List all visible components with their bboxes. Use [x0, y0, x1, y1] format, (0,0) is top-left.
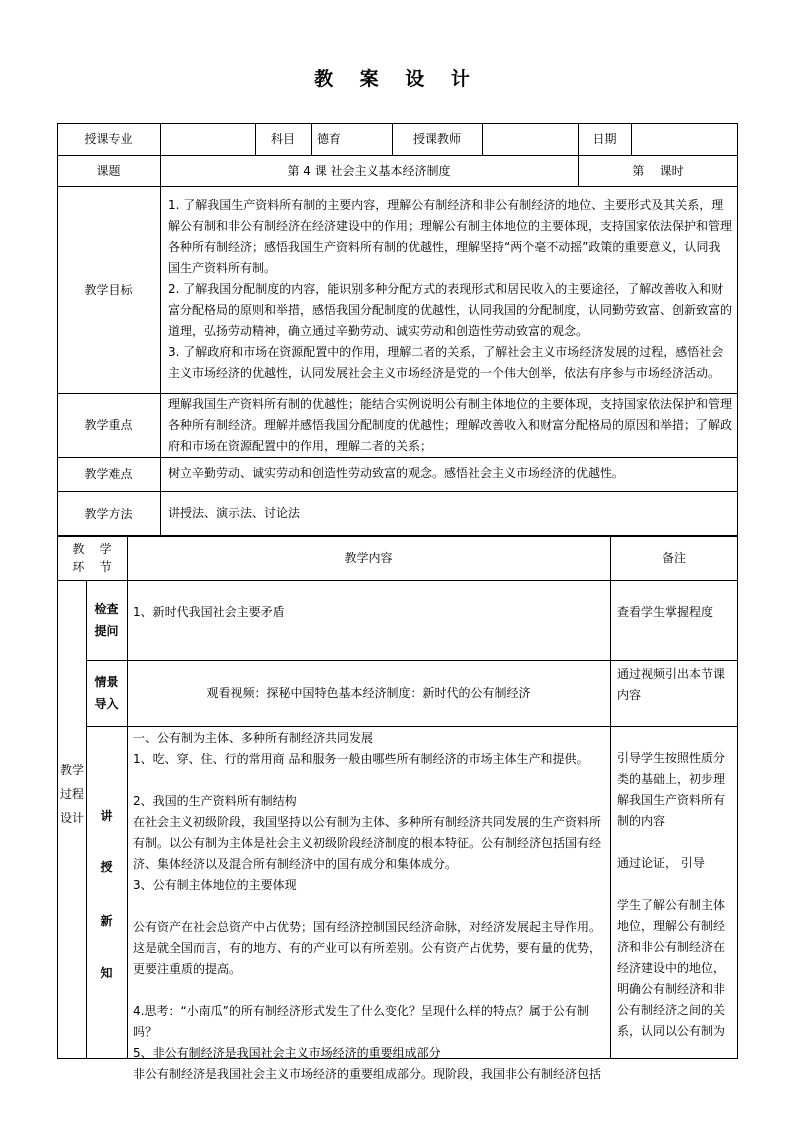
lecture-line [133, 980, 604, 1001]
key-points-label: 教学重点 [84, 418, 133, 432]
teacher-label: 授课教师 [412, 132, 461, 146]
check-step-label [86, 580, 127, 660]
lecture-label-char: 新 [100, 914, 113, 928]
major-value [160, 123, 255, 155]
goal-paragraph: 2. 了解我国分配制度的内容，能识别多种分配方式的表现形式和居民收入的主要途径，了解改善收入和财富分配格局的原则和举措，感悟我国分配制度的优越性，认同我国的分配制度，认同勤劳致富、创新致富的道理，弘扬劳动精神，确立通过辛勤劳动、诚实劳动和创造性劳动致富的观念。 [168, 282, 733, 338]
intro-step-label [86, 660, 127, 726]
lecture-label-char: 讲 [100, 809, 113, 823]
lecture-line: 4.思考：“小南瓜”的所有制经济形式发生了什么变化？呈现什么样的特点？属于公有制吗？ [133, 1004, 589, 1039]
lecture-line: 非公有制经济是我国社会主义市场经济的重要组成部分。现阶段，我国非公有制经济包括 [133, 1067, 602, 1081]
stage-header-line: 环 节 [72, 560, 112, 574]
lecture-line [133, 896, 604, 917]
key-points-text: 理解我国生产资料所有制的优越性；能结合实例说明公有制主体地位的主要体现，支持国家依法保护和管理各种所有制经济。理解并感悟我国分配制度的优越性；理解改善收入和财富分配格局的原因和举措；了解政府和市场在资源配置中的作用，理解二者的关系； [168, 397, 733, 453]
intro-step-label-line: 情景 [94, 675, 119, 689]
lecture-line: 5、非公有制经济是我国社会主义市场经济的重要组成部分 [133, 1046, 441, 1060]
content-header: 教学内容 [344, 551, 393, 565]
topic-label: 课题 [96, 163, 121, 178]
process-side-label: 教学过程设计 [59, 763, 84, 825]
check-step-content: 1、新时代我国社会主要矛盾 [133, 605, 285, 619]
goals-label: 教学目标 [84, 282, 133, 297]
date-label: 日期 [592, 132, 617, 146]
difficulties-label: 教学难点 [84, 467, 133, 481]
date-value [631, 123, 738, 155]
intro-step-remark: 通过视频引出本节课内容 [617, 667, 726, 702]
stage-header-line: 教 学 [72, 542, 112, 556]
check-step-remark: 查看学生掌握程度 [617, 605, 714, 619]
period-value: 第 课时 [632, 163, 684, 178]
lecture-step-remark [610, 726, 738, 1059]
lecture-step-label [86, 726, 127, 1059]
lecture-label-char: 知 [100, 966, 113, 980]
lecture-remark: 引导学生按照性质分类的基础上，初步理解我国生产资料所有制的内容 [617, 751, 726, 828]
lecture-line: 3、公有制主体地位的主要体现 [133, 878, 297, 892]
lecture-line: 公有资产在社会总资产中占优势；国有经济控制国民经济命脉，对经济发展起主导作用。这是就全国而言，有的地方、有的产业可以有所差别。公有资产占优势，要有量的优势，更要注重质的提高。 [133, 920, 602, 976]
lecture-label-char: 授 [100, 860, 113, 874]
lecture-line [133, 770, 604, 791]
lecture-line: 2、我国的生产资料所有制结构 [133, 794, 297, 808]
topic-value: 第 4 课 社会主义基本经济制度 [287, 163, 451, 178]
document-title: 教 案 设 计 [314, 68, 480, 90]
lecture-line: 在社会主义初级阶段，我国坚持以公有制为主体、多种所有制经济共同发展的生产资料所有制。以公有制为主体是社会主义初级阶段经济制度的根本特征。公有制经济包括国有经济、集体经济以及混合所有制经济中的国有成分和集体成分。 [133, 815, 602, 871]
goals-content [160, 186, 738, 393]
lecture-line: 1、吃、穿、住、行的常用商 品和服务一般由哪些所有制经济的市场主体生产和提供。 [133, 752, 589, 766]
check-step-label-line: 检查 [94, 602, 119, 616]
intro-step-label-line: 导入 [94, 697, 119, 711]
goal-paragraph: 3. 了解政府和市场在资源配置中的作用，理解二者的关系，了解社会主义市场经济发展的过程，感悟社会主义市场经济的优越性，认同发展社会主义市场经济是党的一个伟大创举，依法有序参与市场经济活动。 [168, 345, 724, 380]
difficulties-text: 树立辛勤劳动、诚实劳动和创造性劳动致富的观念。感悟社会主义市场经济的优越性。 [168, 466, 625, 480]
goal-paragraph: 1. 了解我国生产资料所有制的主要内容，理解公有制经济和非公有制经济的地位、主要形式及其关系，理解公有制和非公有制经济在经济建设中的作用；理解公有制主体地位的主要体现，支持国家依法保护和管理各种所有制经济；感悟我国生产资料所有制的优越性，理解坚持“两个毫不动摇”政策的重要意义，认同我国生产资料所有制。 [168, 198, 733, 275]
remark-header: 备注 [661, 551, 686, 565]
check-step-label-line: 提问 [94, 624, 119, 638]
stage-header [57, 536, 127, 580]
major-label: 授课专业 [84, 132, 133, 146]
lecture-line: 一、公有制为主体、多种所有制经济共同发展 [133, 731, 374, 745]
intro-step-content: 观看视频：探秘中国特色基本经济制度：新时代的公有制经济 [206, 686, 531, 700]
methods-text: 讲授法、演示法、讨论法 [168, 506, 301, 520]
subject-value: 德育 [317, 132, 342, 146]
methods-label: 教学方法 [84, 506, 133, 521]
lecture-remark: 学生了解公有制主体地位，理解公有制经济和非公有制经济在经济建设中的地位，明确公有制经济和非公有制经济之间的关系，认同以公有制为 [617, 898, 726, 1038]
lecture-remark: 通过论证， 引导 [617, 856, 705, 870]
lecture-step-content [127, 726, 610, 1081]
subject-label: 科目 [270, 132, 295, 146]
teacher-value [482, 123, 578, 155]
